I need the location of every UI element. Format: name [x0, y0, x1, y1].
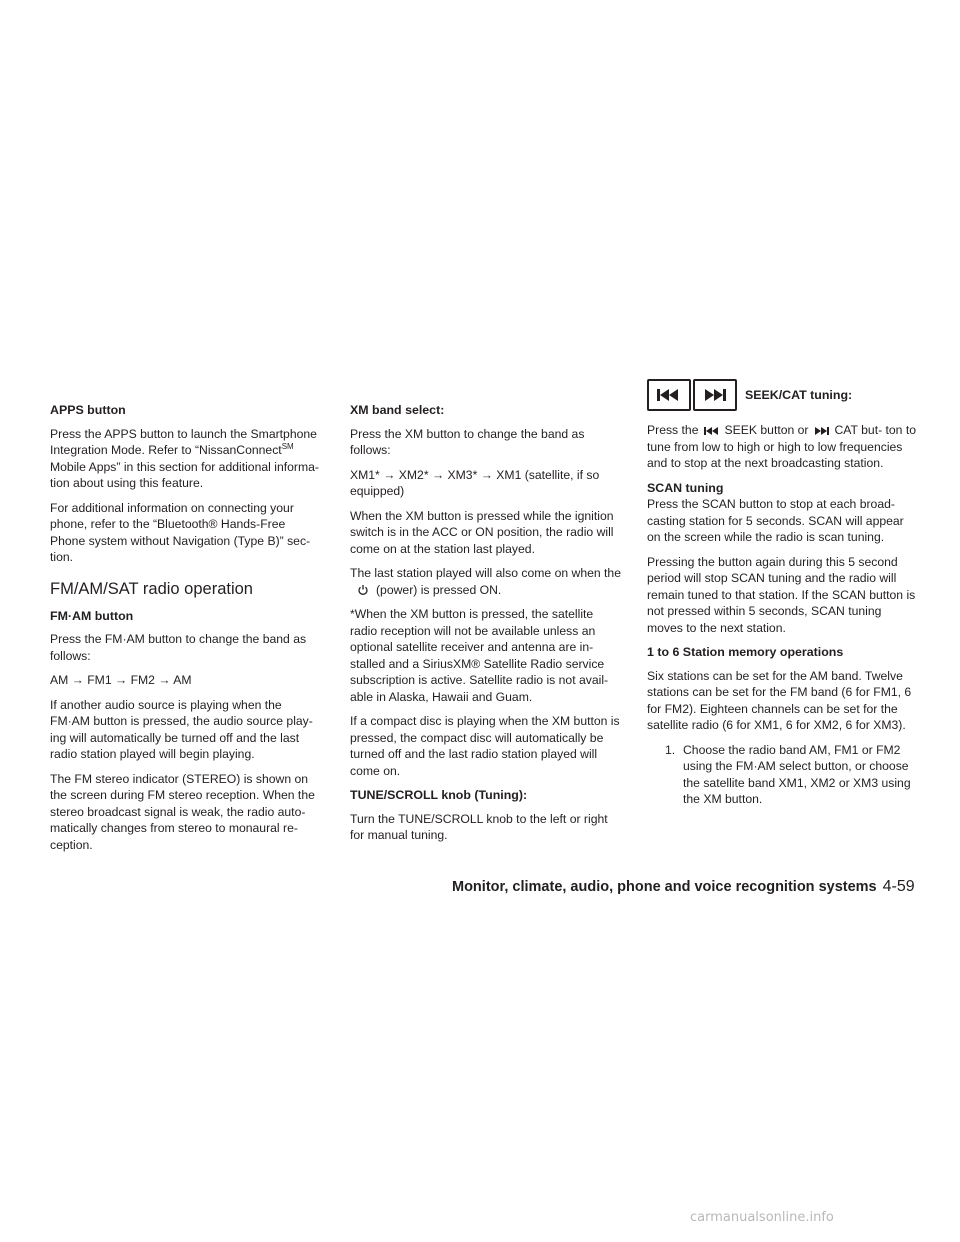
watermark: carmanualsonline.info — [690, 1210, 834, 1225]
seek-cat-icons — [647, 379, 737, 411]
seek-back-inline-icon — [698, 426, 724, 436]
xm-paragraph-3: The last station played will also come on when the (power) is pressed ON. — [350, 566, 621, 597]
column-left — [50, 402, 323, 861]
seek-forward-icon — [693, 379, 737, 411]
fmam-band-sequence: AM → FM1 → FM2 → AM — [50, 673, 192, 687]
scan-tuning-heading: SCAN tuning — [647, 480, 724, 495]
seek-cat-heading-row — [647, 378, 920, 412]
page-footer — [452, 878, 915, 896]
service-mark: SM — [281, 441, 294, 451]
page-number: 4-59 — [882, 878, 915, 895]
list-item — [647, 742, 920, 808]
xm-paragraph-2: When the XM button is pressed while the ignition switch is in the ACC or ON position, the radio will come on at the station last played. — [350, 508, 614, 556]
seek-cat-heading: SEEK/CAT tuning: — [745, 387, 853, 402]
fmam-paragraph-3: The FM stereo indicator (STEREO) is shown on the screen during FM stereo reception. When the stereo broadcast signal is weak, the radio auto- matically changes from stereo to monaural re- ception. — [50, 771, 315, 852]
column-middle — [350, 402, 623, 852]
memory-paragraph-1: Six stations can be set for the AM band. Twelve stations can be set for the FM band (6 for FM1, 6 for FM2). Eighteen channels can be set for the satellite radio (6 for XM1, 6 for XM2, 6 for XM3). — [647, 668, 912, 732]
column-right — [647, 387, 920, 808]
power-icon — [350, 584, 376, 596]
xm-paragraph-4: *When the XM button is pressed, the satellite radio reception will not be available unless an optional satellite receiver and antenna are in- stalled and a SiriusXM® Satellite Radio service subscription is active. Satellite radio is not avail- able in Alaska, Hawaii and Guam. — [350, 607, 609, 704]
xm-band-heading: XM band select: — [350, 403, 445, 417]
apps-paragraph-1: Press the APPS button to launch the Smartphone Integration Mode. Refer to “NissanConnect℠ Mobile Apps” in this section for additional informa- tion about using this feature. — [50, 426, 319, 490]
fmam-button-heading: FM·AM button — [50, 608, 134, 623]
list-item-number: 1. — [665, 742, 676, 757]
xm-paragraph-5: If a compact disc is playing when the XM button is pressed, the compact disc will automatically be turned off and the last radio station played will come on. — [350, 714, 620, 778]
fmam-paragraph-2: If another audio source is playing when the FM·AM button is pressed, the audio source play- ing will automatically be turned off and the last radio station played will begin playing. — [50, 697, 313, 761]
memory-steps-list — [647, 742, 920, 808]
section-title: FM/AM/SAT radio operation — [50, 579, 253, 598]
xm-band-sequence: XM1* → XM2* → XM3* → XM1 (satellite, if so equipped) — [350, 467, 600, 498]
seek-forward-inline-icon — [809, 426, 835, 436]
tune-paragraph-1: Turn the TUNE/SCROLL knob to the left or right for manual tuning. — [350, 811, 608, 842]
station-memory-heading: 1 to 6 Station memory operations — [647, 645, 844, 659]
fmam-paragraph-1: Press the FM·AM button to change the band as follows: — [50, 632, 307, 663]
list-item-text: Choose the radio band AM, FM1 or FM2 using the FM·AM select button, or choose the satellite band XM1, XM2 or XM3 using the XM button. — [683, 742, 911, 806]
seek-back-icon — [647, 379, 691, 411]
chapter-title: Monitor, climate, audio, phone and voice recognition systems — [452, 879, 877, 895]
xm-paragraph-1: Press the XM button to change the band as follows: — [350, 426, 585, 457]
apps-paragraph-2: For additional information on connecting your phone, refer to the “Bluetooth® Hands-Free Phone system without Navigation (Type B)” sec- tion. — [50, 500, 311, 564]
seek-paragraph-1: Press the SEEK button or CAT but- ton to tune from low to high or high to low frequencies and to stop at the next broadcasting station. — [647, 423, 917, 470]
tune-scroll-heading: TUNE/SCROLL knob (Tuning): — [350, 788, 528, 802]
scan-paragraph-2: Pressing the button again during this 5 second period will stop SCAN tuning and the radio will remain tuned to that station. If the SCAN button is not pressed within 5 seconds, SCAN tuning moves to the next station. — [647, 554, 916, 635]
scan-paragraph-1: Press the SCAN button to stop at each broad- casting station for 5 seconds. SCAN will appear on the screen while the radio is scan tuning. — [647, 497, 904, 544]
apps-button-heading: APPS button — [50, 403, 126, 417]
